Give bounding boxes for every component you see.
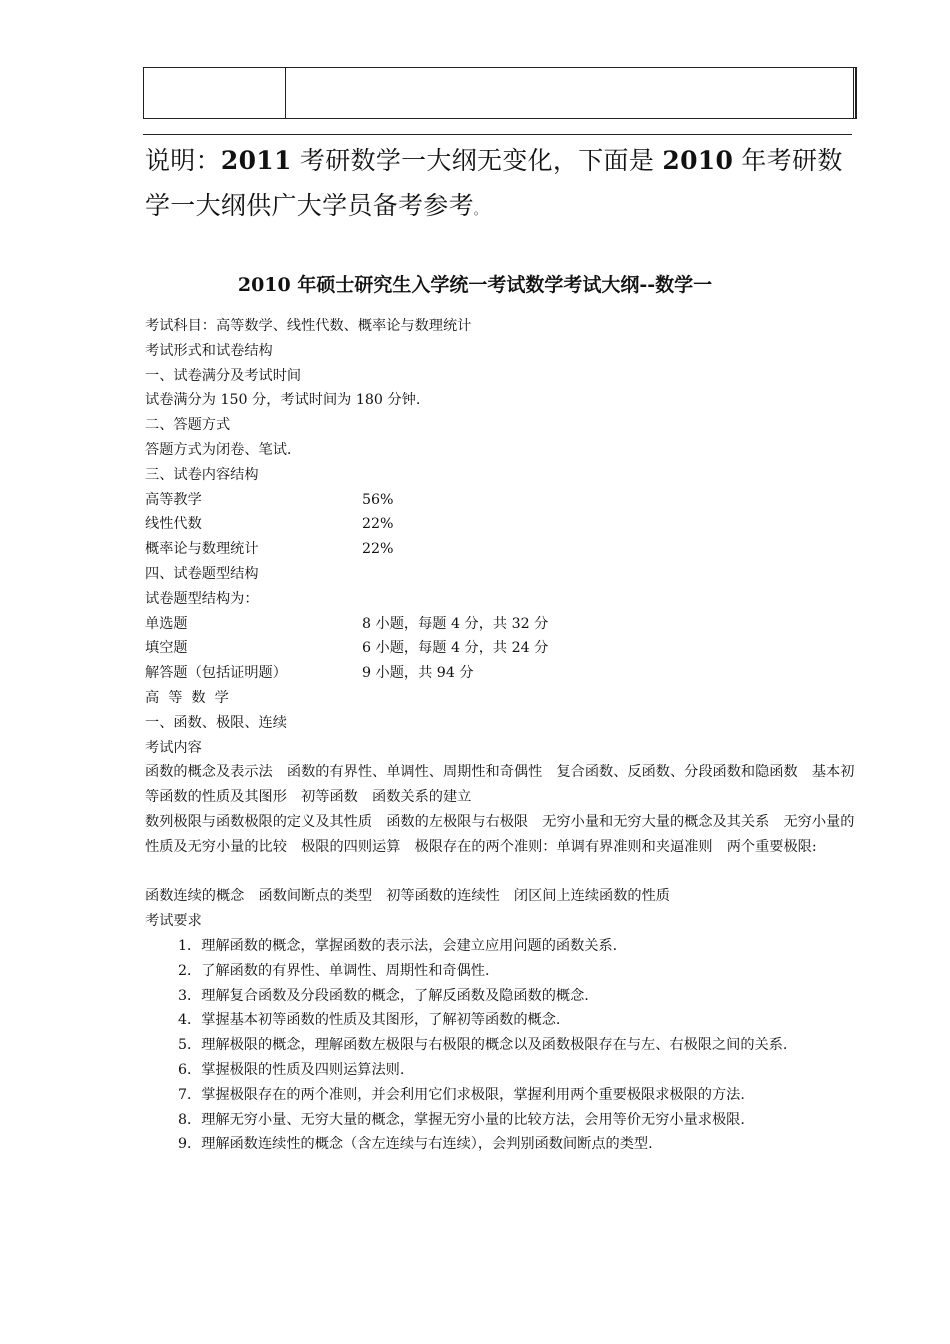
notice-paragraph <box>145 138 857 233</box>
section-4-heading: 四、试卷题型结构 <box>145 565 259 582</box>
document-title: 2010 年硕士研究生入学统一考试数学考试大纲--数学一 <box>237 274 713 296</box>
header-rule <box>143 134 852 135</box>
exam-subjects: 考试科目：高等数学、线性代数、概率论与数理统计 <box>145 318 472 334</box>
content-paragraph-2: 数列极限与函数极限的定义及其性质 函数的左极限与右极限 无穷小量和无穷大量的概念及其关系 无穷小量的性质及无穷小量的比较 极限的四则运算 极限存在的两个准则：单调有界准则和夹逼准则 两个重要极限: <box>145 813 855 855</box>
requirement-item: 9．理解函数连续性的概念（含左连续与右连续），会判别函数间断点的类型. <box>178 1136 653 1153</box>
notice-middle: 考研数学一大纲无变化，下面是 <box>291 146 663 175</box>
structure-percent: 22% <box>362 516 394 533</box>
question-type-row <box>145 612 857 637</box>
structure-percent: 56% <box>362 491 394 508</box>
requirement-item: 4．掌握基本初等函数的性质及其图形，了解初等函数的概念. <box>178 1012 561 1029</box>
requirements-label: 考试要求 <box>145 913 202 930</box>
structure-percent: 22% <box>362 541 394 558</box>
question-type-row <box>145 661 857 686</box>
exam-content-label: 考试内容 <box>145 739 202 756</box>
requirement-item: 3．理解复合函数及分段函数的概念，了解反函数及隐函数的概念. <box>178 987 589 1004</box>
structure-subject: 线性代数 <box>145 516 202 533</box>
content-paragraph-3: 函数连续的概念 函数间断点的类型 初等函数的连续性 闭区间上连续函数的性质 <box>145 888 670 905</box>
section-4-intro: 试卷题型结构为： <box>145 590 259 607</box>
blank-line <box>145 860 857 885</box>
math-heading: 高等数学 <box>145 689 238 706</box>
requirement-item: 7．掌握极限存在的两个准则，并会利用它们求极限，掌握利用两个重要极限求极限的方法. <box>178 1086 745 1103</box>
header-cell-left <box>144 68 286 118</box>
question-type-detail: 6 小题，每题 4 分，共 24 分 <box>362 640 549 657</box>
notice-suffix: 年考研数学一大纲供广大学员备考参考 <box>145 146 843 220</box>
section-1-heading: 一、试卷满分及考试时间 <box>145 367 302 384</box>
notice-prefix: 说明： <box>145 146 221 175</box>
question-type-detail: 9 小题，共 94 分 <box>362 665 474 682</box>
section-1-text: 试卷满分为 150 分，考试时间为 180 分钟. <box>145 392 421 409</box>
chapter-1-heading: 一、函数、极限、连续 <box>145 714 287 731</box>
section-2-text: 答题方式为闭卷、笔试. <box>145 441 292 458</box>
structure-row <box>145 488 857 513</box>
requirement-item: 6．掌握极限的性质及四则运算法则. <box>178 1061 405 1078</box>
header-table <box>143 67 857 119</box>
structure-subject: 高等教学 <box>145 491 202 508</box>
syllabus-body <box>145 314 857 1157</box>
question-type-row <box>145 636 857 661</box>
question-type: 解答题（包括证明题） <box>145 665 287 682</box>
content-paragraph-1: 函数的概念及表示法 函数的有界性、单调性、周期性和奇偶性 复合函数、反函数、分段函数和隐函数 基本初等函数的性质及其图形 初等函数 函数关系的建立 <box>145 764 855 806</box>
notice-end-mark: 。 <box>473 203 487 217</box>
requirement-item: 8．理解无穷小量、无穷大量的概念，掌握无穷小量的比较方法，会用等价无穷小量求极限. <box>178 1111 745 1128</box>
question-type: 填空题 <box>145 640 188 657</box>
section-3-heading: 三、试卷内容结构 <box>145 466 259 483</box>
notice-year-2011: 2011 <box>220 146 292 175</box>
requirement-item: 5．理解极限的概念，理解函数左极限与右极限的概念以及函数极限存在与左、右极限之间的关系. <box>178 1037 788 1054</box>
question-type: 单选题 <box>145 615 188 632</box>
question-type-detail: 8 小题，每题 4 分，共 32 分 <box>362 615 549 632</box>
structure-subject: 概率论与数理统计 <box>145 541 259 558</box>
structure-row <box>145 512 857 537</box>
header-cell-right <box>286 68 856 118</box>
section-2-heading: 二、答题方式 <box>145 417 231 434</box>
exam-form-heading: 考试形式和试卷结构 <box>145 342 273 359</box>
requirement-item: 1．理解函数的概念，掌握函数的表示法，会建立应用问题的函数关系. <box>178 937 618 954</box>
notice-year-2010: 2010 <box>662 146 734 175</box>
requirement-item: 2．了解函数的有界性、单调性、周期性和奇偶性. <box>178 962 490 979</box>
structure-row <box>145 537 857 562</box>
